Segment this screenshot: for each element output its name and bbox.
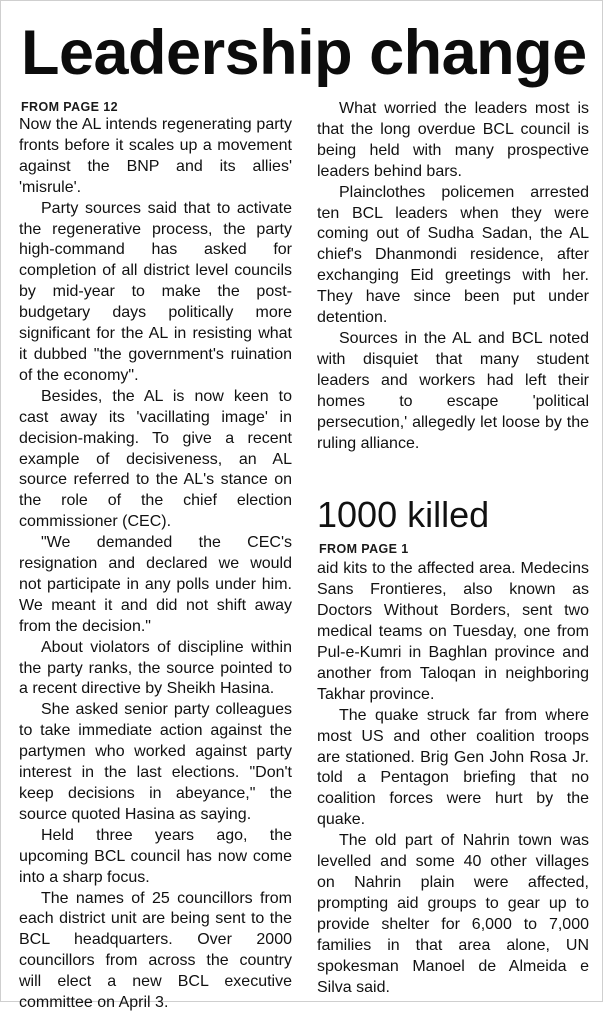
article1-paragraph: Party sources said that to activate the regenerative process, the party high-command has asked for completion of all district level councils by mid-year to make the post-budgetary days politically more significant for the AL in resisting what it dubbed "the government's ruination of the economy". <box>19 199 292 384</box>
article1-paragraph: Held three years ago, the upcoming BCL council has now come into a sharp focus. <box>19 826 292 886</box>
headline-1000-killed: 1000 killed <box>317 494 490 536</box>
article1-paragraph: "We demanded the CEC's resignation and declared we would not participate in any polls under him. We meant it and did not shift away from the decision." <box>19 534 292 635</box>
article1-paragraph: About violators of discipline within the party ranks, the source pointed to a recent directive by Sheikh Hasina. <box>19 638 292 698</box>
article1-left-column <box>19 99 292 1014</box>
article1-paragraph: She asked senior party colleagues to take immediate action against the partymen who worked against party interest in the last elections. "Don't keep decisions in abeyance," the source quoted Hasina as saying. <box>19 701 292 823</box>
kicker-from-page-12: FROM PAGE 12 <box>21 100 118 114</box>
article1-paragraph: Sources in the AL and BCL noted with disquiet that many student leaders and workers had left their homes to escape 'political persecution,' allegedly let loose by the ruling alliance. <box>317 329 589 452</box>
article1-paragraph: Plainclothes policemen arrested ten BCL leaders when they were coming out of Sudha Sadan, the AL chief's Dhanmondi residence, after exchanging Eid greetings with her. They have since been put under detention. <box>317 183 589 327</box>
article1-paragraph: The names of 25 councillors from each district unit are being sent to the BCL headquarters. Over 2000 councillors from across the country will elect a new BCL executive committee on April 3. <box>19 889 292 1012</box>
right-column <box>317 99 589 998</box>
article2-paragraph: The quake struck far from where most US and other coalition troops are stationed. Brig Gen John Rosa Jr. told a Pentagon briefing that no coalition forces were hurt by the quake. <box>317 706 589 829</box>
article1-paragraph: Besides, the AL is now keen to cast away its 'vacillating image' in decision-making. To give a recent example of decisiveness, an AL source referred to the AL's stance on the role of the chief election commissioner (CEC). <box>19 387 292 531</box>
kicker-from-page-1: FROM PAGE 1 <box>319 542 409 557</box>
article1-paragraph: What worried the leaders most is that the long overdue BCL council is being held with many prospective leaders behind bars. <box>317 100 589 180</box>
article2-paragraph: The old part of Nahrin town was levelled and some 40 other villages on Nahrin plain were affected, prompting aid groups to gear up to provide shelter for 6,000 to 7,000 families in that area alone, UN spokesman Manoel de Almeida e Silva said. <box>317 832 589 996</box>
article1-paragraph: Now the AL intends regenerating party fronts before it scales up a movement against the BNP and its allies' 'misrule'. <box>19 116 292 196</box>
headline-leadership-change: Leadership change <box>21 18 587 88</box>
article2-paragraph: aid kits to the affected area. Medecins Sans Frontieres, also known as Doctors Without Borders, sent two medical teams on Tuesday, one from Pul-e-Kumri in Baghlan province and another from Taloqan in neighboring Takhar province. <box>317 560 589 703</box>
